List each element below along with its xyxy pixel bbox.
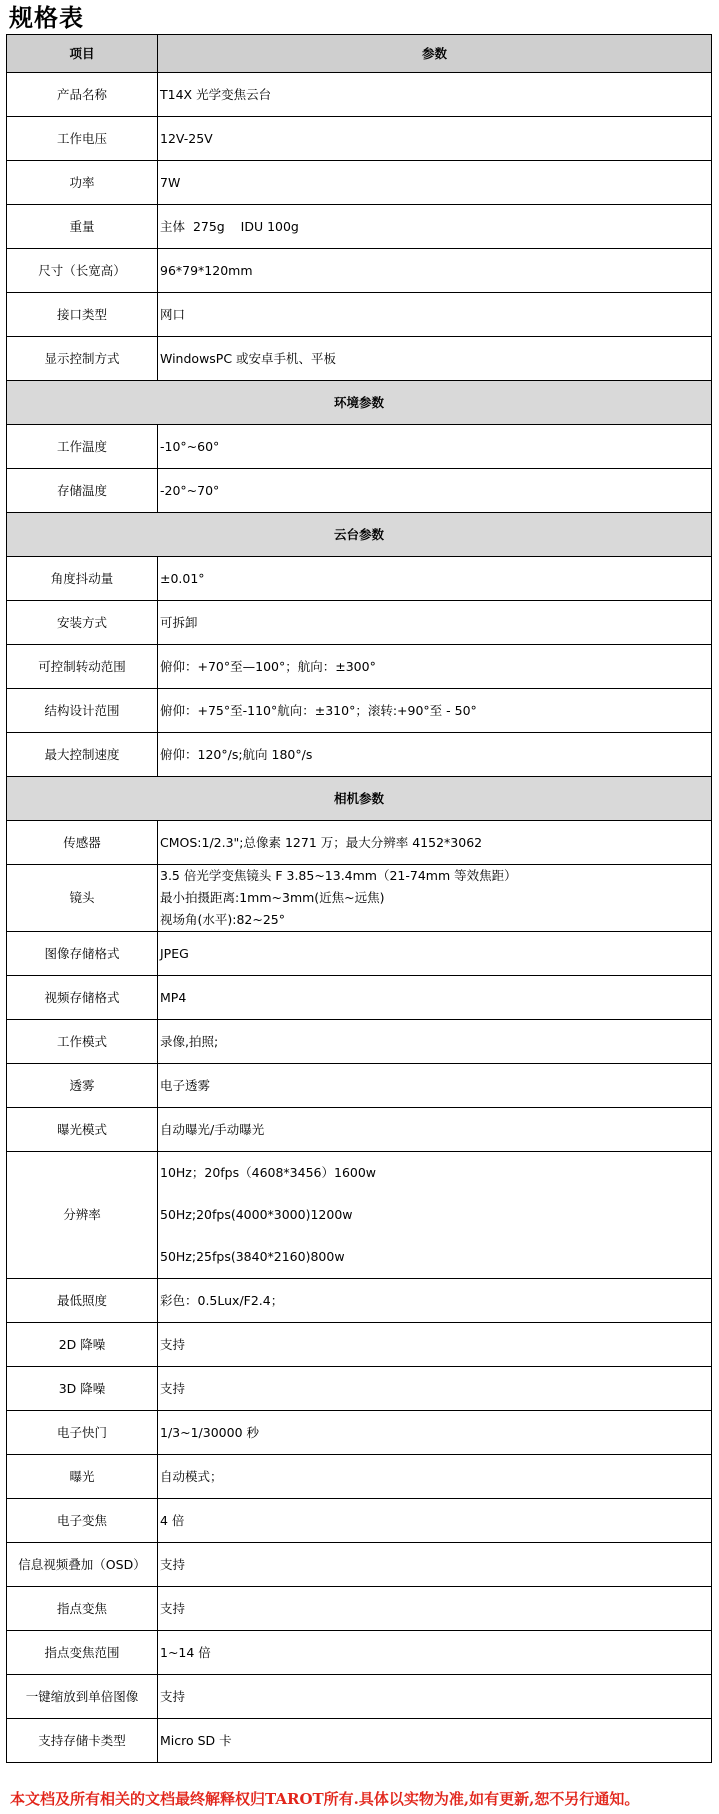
header-param: 参数 <box>158 35 712 73</box>
row-label: 安装方式 <box>7 601 158 645</box>
section-header-row <box>7 381 712 425</box>
row-value: 主体 275g IDU 100g <box>158 205 712 249</box>
row-label: 指点变焦范围 <box>7 1631 158 1675</box>
value-line: 3.5 倍光学变焦镜头 F 3.85~13.4mm（21-74mm 等效焦距） <box>160 868 517 883</box>
table-row <box>7 1323 712 1367</box>
table-row <box>7 689 712 733</box>
page-title: 规格表 <box>9 4 84 32</box>
row-label: 角度抖动量 <box>7 557 158 601</box>
row-label: 透雾 <box>7 1064 158 1108</box>
table-row <box>7 932 712 976</box>
row-label: 曝光 <box>7 1455 158 1499</box>
row-label: 尺寸（长宽高） <box>7 249 158 293</box>
table-row <box>7 1367 712 1411</box>
row-value: 录像,拍照; <box>158 1020 712 1064</box>
table-row <box>7 976 712 1020</box>
row-value: JPEG <box>158 932 712 976</box>
row-label: 传感器 <box>7 821 158 865</box>
table-row <box>7 249 712 293</box>
row-label: 功率 <box>7 161 158 205</box>
row-value: 支持 <box>158 1675 712 1719</box>
row-label: 存储温度 <box>7 469 158 513</box>
row-value: 俯仰：120°/s;航向 180°/s <box>158 733 712 777</box>
row-label: 2D 降噪 <box>7 1323 158 1367</box>
row-value: 电子透雾 <box>158 1064 712 1108</box>
row-label: 视频存储格式 <box>7 976 158 1020</box>
section-title: 相机参数 <box>7 777 712 821</box>
table-row <box>7 73 712 117</box>
table-row <box>7 1108 712 1152</box>
table-row <box>7 821 712 865</box>
row-value: T14X 光学变焦云台 <box>158 73 712 117</box>
row-value: 1/3~1/30000 秒 <box>158 1411 712 1455</box>
row-value: 自动曝光/手动曝光 <box>158 1108 712 1152</box>
row-value: 可拆卸 <box>158 601 712 645</box>
header-item: 项目 <box>7 35 158 73</box>
row-label: 可控制转动范围 <box>7 645 158 689</box>
row-label: 3D 降噪 <box>7 1367 158 1411</box>
table-row <box>7 117 712 161</box>
row-value: 12V-25V <box>158 117 712 161</box>
row-label: 支持存储卡类型 <box>7 1719 158 1763</box>
row-value: 96*79*120mm <box>158 249 712 293</box>
section-header-row <box>7 513 712 557</box>
row-value: -10°~60° <box>158 425 712 469</box>
table-row <box>7 1587 712 1631</box>
table-row <box>7 1719 712 1763</box>
row-value: 支持 <box>158 1323 712 1367</box>
row-label: 工作温度 <box>7 425 158 469</box>
row-label: 电子变焦 <box>7 1499 158 1543</box>
row-value: -20°~70° <box>158 469 712 513</box>
table-row <box>7 1064 712 1108</box>
value-line: 50Hz;25fps(3840*2160)800w <box>160 1249 345 1264</box>
row-label: 接口类型 <box>7 293 158 337</box>
row-value: 支持 <box>158 1587 712 1631</box>
section-header-row <box>7 777 712 821</box>
row-value: 网口 <box>158 293 712 337</box>
row-label: 指点变焦 <box>7 1587 158 1631</box>
row-value <box>158 1152 712 1279</box>
row-label: 一键缩放到单倍图像 <box>7 1675 158 1719</box>
row-value: MP4 <box>158 976 712 1020</box>
table-row <box>7 469 712 513</box>
row-label: 镜头 <box>7 865 158 932</box>
table-row <box>7 1152 712 1279</box>
table-row <box>7 293 712 337</box>
table-row <box>7 645 712 689</box>
row-value: 7W <box>158 161 712 205</box>
table-row <box>7 601 712 645</box>
row-value: 俯仰：+70°至—100°；航向：±300° <box>158 645 712 689</box>
row-value: 支持 <box>158 1367 712 1411</box>
table-row <box>7 1499 712 1543</box>
row-label: 产品名称 <box>7 73 158 117</box>
table-row <box>7 1675 712 1719</box>
row-label: 显示控制方式 <box>7 337 158 381</box>
row-label: 分辨率 <box>7 1152 158 1279</box>
row-value: CMOS:1/2.3";总像素 1271 万；最大分辨率 4152*3062 <box>158 821 712 865</box>
row-value: 支持 <box>158 1543 712 1587</box>
table-row <box>7 557 712 601</box>
table-row <box>7 425 712 469</box>
row-label: 电子快门 <box>7 1411 158 1455</box>
row-value: 1~14 倍 <box>158 1631 712 1675</box>
row-value: WindowsPC 或安卓手机、平板 <box>158 337 712 381</box>
table-row <box>7 1411 712 1455</box>
row-value: Micro SD 卡 <box>158 1719 712 1763</box>
table-row <box>7 1279 712 1323</box>
row-value: 4 倍 <box>158 1499 712 1543</box>
footer-note: 本文档及所有相关的文档最终解释权归TAROT所有.具体以实物为准,如有更新,恕不另行通知。 <box>10 1790 640 1808</box>
row-value: 自动模式； <box>158 1455 712 1499</box>
row-label: 工作模式 <box>7 1020 158 1064</box>
value-line: 10Hz；20fps（4608*3456）1600w <box>160 1165 377 1180</box>
spec-table <box>6 34 712 1763</box>
table-row <box>7 865 712 932</box>
row-label: 图像存储格式 <box>7 932 158 976</box>
value-line: 最小拍摄距离:1mm~3mm(近焦~远焦) <box>160 890 385 905</box>
row-value <box>158 865 712 932</box>
table-row <box>7 1543 712 1587</box>
table-header-row <box>7 35 712 73</box>
row-label: 结构设计范围 <box>7 689 158 733</box>
value-line: 50Hz;20fps(4000*3000)1200w <box>160 1207 353 1222</box>
section-title: 云台参数 <box>7 513 712 557</box>
row-label: 曝光模式 <box>7 1108 158 1152</box>
table-row <box>7 1020 712 1064</box>
table-row <box>7 161 712 205</box>
table-row <box>7 205 712 249</box>
table-row <box>7 1631 712 1675</box>
value-line: 视场角(水平):82~25° <box>160 912 286 927</box>
table-row <box>7 1455 712 1499</box>
row-value: 俯仰：+75°至-110°航向：±310°；滚转:+90°至 - 50° <box>158 689 712 733</box>
row-label: 最低照度 <box>7 1279 158 1323</box>
row-value: ±0.01° <box>158 557 712 601</box>
row-label: 最大控制速度 <box>7 733 158 777</box>
row-label: 重量 <box>7 205 158 249</box>
row-label: 信息视频叠加（OSD） <box>7 1543 158 1587</box>
row-value: 彩色：0.5Lux/F2.4； <box>158 1279 712 1323</box>
section-title: 环境参数 <box>7 381 712 425</box>
row-label: 工作电压 <box>7 117 158 161</box>
table-row <box>7 337 712 381</box>
table-row <box>7 733 712 777</box>
